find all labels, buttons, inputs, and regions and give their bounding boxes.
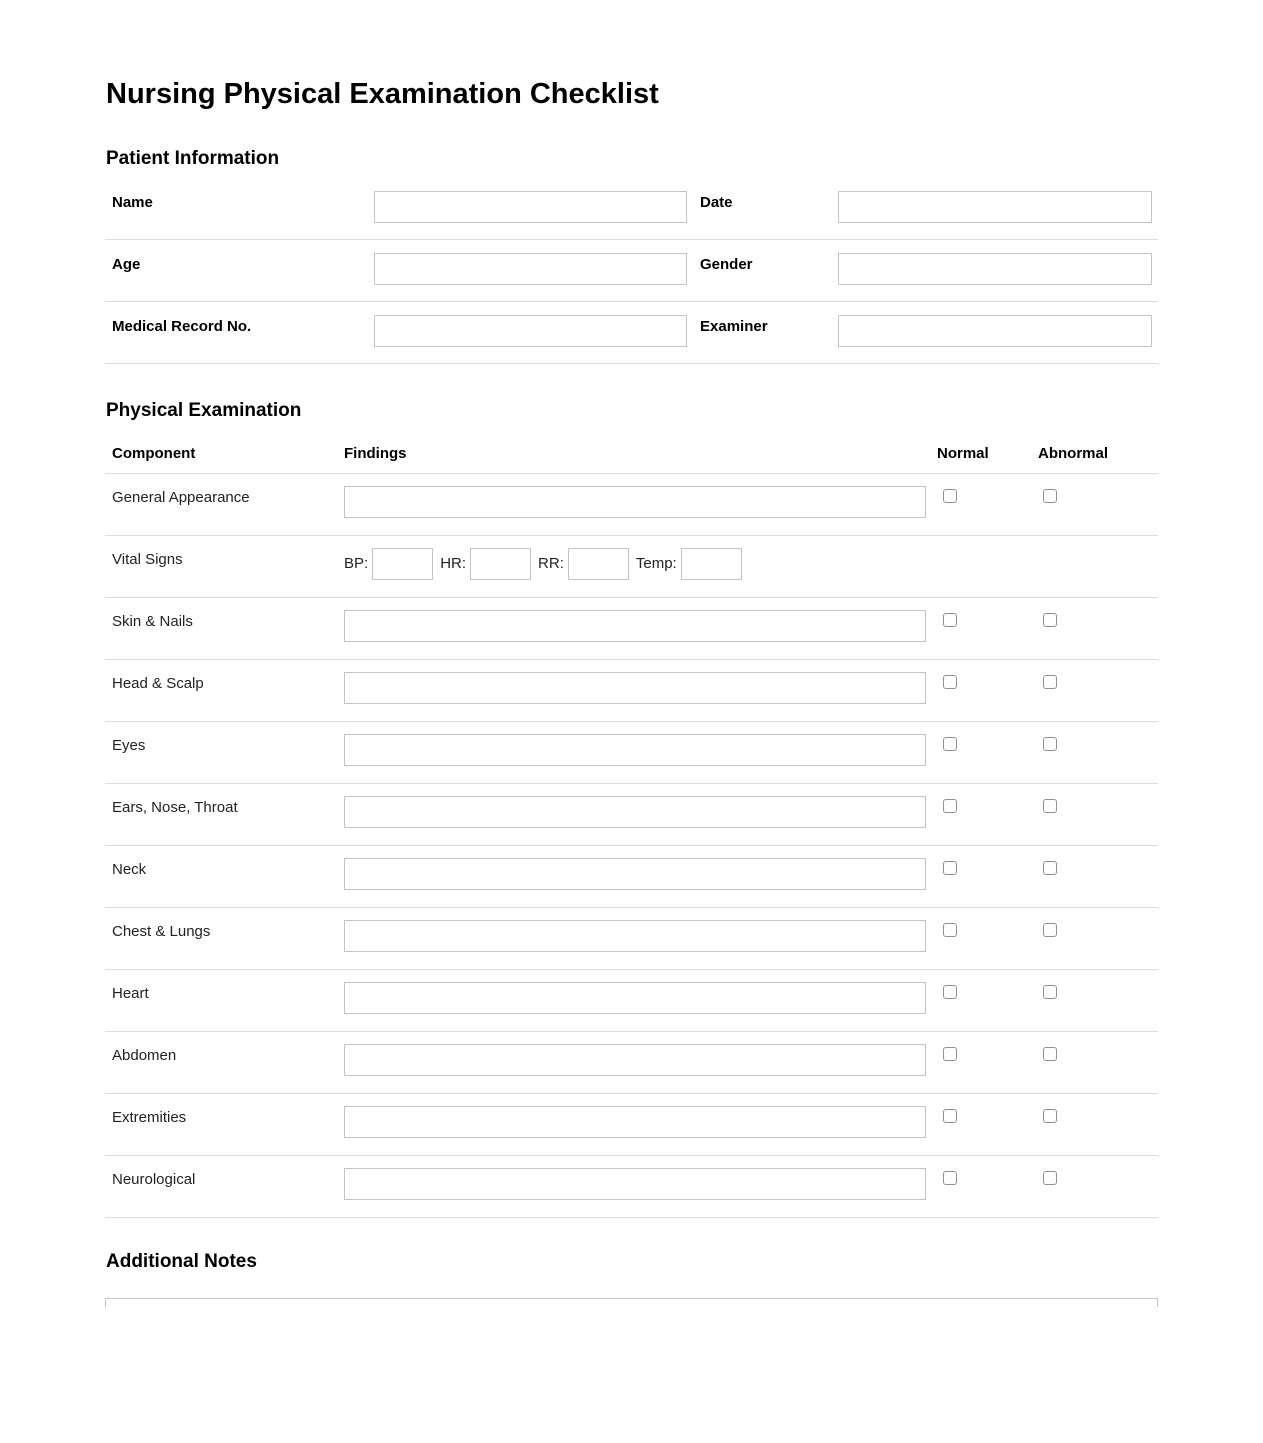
normal-column-header: Normal xyxy=(937,445,989,462)
exam-row-heart xyxy=(105,970,1158,1032)
normal-checkbox[interactable] xyxy=(943,923,957,937)
temp-input[interactable] xyxy=(681,548,742,580)
hr-input[interactable] xyxy=(470,548,531,580)
findings-input[interactable] xyxy=(344,796,926,828)
examiner-input[interactable] xyxy=(838,315,1152,347)
normal-checkbox[interactable] xyxy=(943,799,957,813)
abnormal-checkbox[interactable] xyxy=(1043,675,1057,689)
rr-label: RR: xyxy=(538,555,564,572)
component-label: General Appearance xyxy=(112,489,250,506)
normal-checkbox[interactable] xyxy=(943,489,957,503)
component-label: Abdomen xyxy=(112,1047,177,1064)
abnormal-checkbox[interactable] xyxy=(1043,985,1057,999)
name-label: Name xyxy=(112,194,153,211)
exam-row-skin-nails xyxy=(105,598,1158,660)
findings-input[interactable] xyxy=(344,1168,926,1200)
exam-row-vital-signs xyxy=(105,536,1158,598)
findings-input[interactable] xyxy=(344,734,926,766)
abnormal-checkbox[interactable] xyxy=(1043,737,1057,751)
component-column-header: Component xyxy=(112,445,196,462)
bp-input[interactable] xyxy=(372,548,433,580)
patient-info-row xyxy=(105,240,1158,302)
additional-notes-section xyxy=(105,1250,1158,1438)
physical-examination-heading: Physical Examination xyxy=(106,400,302,421)
findings-input[interactable] xyxy=(344,486,926,518)
abnormal-checkbox[interactable] xyxy=(1043,861,1057,875)
abnormal-checkbox[interactable] xyxy=(1043,1109,1057,1123)
date-input[interactable] xyxy=(838,191,1152,223)
findings-input[interactable] xyxy=(344,982,926,1014)
abnormal-checkbox[interactable] xyxy=(1043,923,1057,937)
normal-checkbox[interactable] xyxy=(943,1047,957,1061)
findings-input[interactable] xyxy=(344,1106,926,1138)
normal-checkbox[interactable] xyxy=(943,613,957,627)
component-label: Eyes xyxy=(112,737,146,754)
medical-record-input[interactable] xyxy=(374,315,687,347)
exam-row-ears-nose-throat xyxy=(105,784,1158,846)
component-label: Extremities xyxy=(112,1109,187,1126)
physical-examination-section xyxy=(105,399,1158,1218)
exam-row-head-scalp xyxy=(105,660,1158,722)
abnormal-checkbox[interactable] xyxy=(1043,489,1057,503)
exam-row-extremities xyxy=(105,1094,1158,1156)
normal-checkbox[interactable] xyxy=(943,861,957,875)
exam-table-header xyxy=(105,444,1158,474)
age-input[interactable] xyxy=(374,253,687,285)
abnormal-checkbox[interactable] xyxy=(1043,613,1057,627)
abnormal-column-header: Abnormal xyxy=(1038,445,1109,462)
additional-notes-box xyxy=(105,1298,1158,1438)
medical-record-label: Medical Record No. xyxy=(112,318,252,335)
exam-row-abdomen xyxy=(105,1032,1158,1094)
exam-row-eyes xyxy=(105,722,1158,784)
gender-label: Gender xyxy=(700,256,753,273)
temp-label: Temp: xyxy=(635,555,677,572)
patient-info-row xyxy=(105,302,1158,364)
gender-input[interactable] xyxy=(838,253,1152,285)
additional-notes-heading: Additional Notes xyxy=(106,1251,257,1272)
component-label: Head & Scalp xyxy=(112,675,204,692)
abnormal-checkbox[interactable] xyxy=(1043,1171,1057,1185)
age-label: Age xyxy=(112,256,141,273)
findings-input[interactable] xyxy=(344,672,926,704)
component-label: Neck xyxy=(112,861,147,878)
page-title: Nursing Physical Examination Checklist xyxy=(106,78,659,110)
examiner-label: Examiner xyxy=(700,318,768,335)
patient-information-heading: Patient Information xyxy=(106,148,280,169)
component-label: Skin & Nails xyxy=(112,613,193,630)
name-input[interactable] xyxy=(374,191,687,223)
exam-row-general-appearance xyxy=(105,474,1158,536)
rr-input[interactable] xyxy=(568,548,629,580)
normal-checkbox[interactable] xyxy=(943,1171,957,1185)
normal-checkbox[interactable] xyxy=(943,675,957,689)
normal-checkbox[interactable] xyxy=(943,737,957,751)
component-label: Vital Signs xyxy=(112,551,183,568)
abnormal-checkbox[interactable] xyxy=(1043,799,1057,813)
findings-input[interactable] xyxy=(344,858,926,890)
component-label: Heart xyxy=(112,985,149,1002)
abnormal-checkbox[interactable] xyxy=(1043,1047,1057,1061)
hr-label: HR: xyxy=(440,555,467,572)
findings-input[interactable] xyxy=(344,920,926,952)
patient-info-row xyxy=(105,178,1158,240)
patient-information-section xyxy=(105,147,1158,364)
component-label: Ears, Nose, Throat xyxy=(112,799,238,816)
exam-row-neurological xyxy=(105,1156,1158,1218)
normal-checkbox[interactable] xyxy=(943,1109,957,1123)
normal-checkbox[interactable] xyxy=(943,985,957,999)
exam-row-neck xyxy=(105,846,1158,908)
exam-row-chest-lungs xyxy=(105,908,1158,970)
component-label: Neurological xyxy=(112,1171,196,1188)
findings-column-header: Findings xyxy=(344,445,407,462)
additional-notes-input[interactable] xyxy=(105,1299,1158,1438)
findings-input[interactable] xyxy=(344,1044,926,1076)
bp-label: BP: xyxy=(344,555,369,572)
findings-input[interactable] xyxy=(344,610,926,642)
vital-signs-inputs xyxy=(344,548,926,580)
date-label: Date xyxy=(700,194,733,211)
component-label: Chest & Lungs xyxy=(112,923,211,940)
